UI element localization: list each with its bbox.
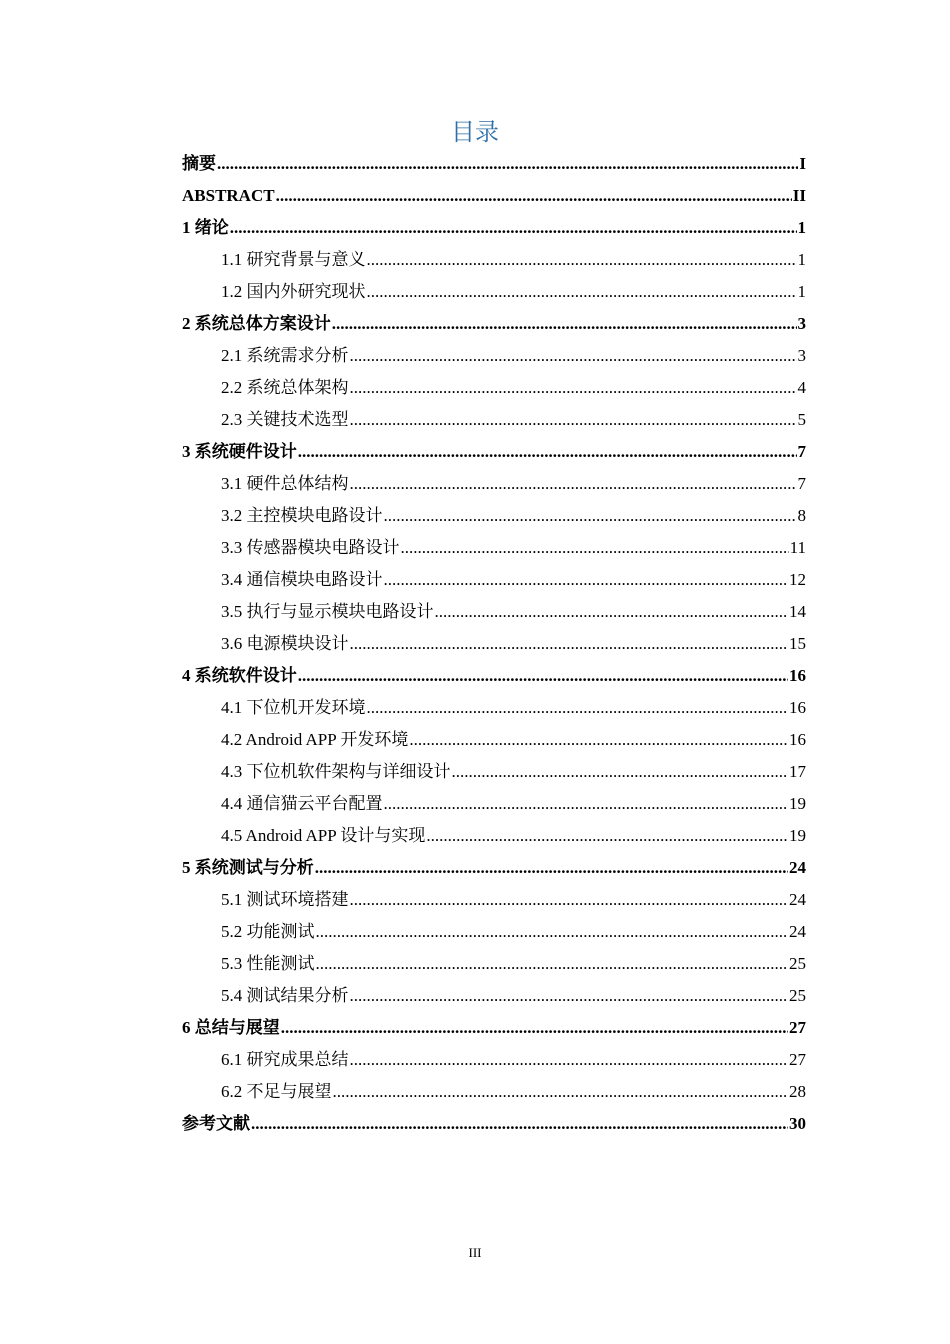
toc-entry-page-number: II — [792, 186, 806, 205]
toc-entry-section[interactable] — [182, 564, 806, 596]
toc-entry-label: 4.1 下位机开发环境 — [221, 698, 366, 717]
toc-entry-chapter[interactable] — [182, 212, 806, 244]
toc-entry-section[interactable] — [182, 820, 806, 852]
toc-dot-leader — [367, 276, 797, 308]
toc-entry-section[interactable] — [182, 372, 806, 404]
toc-entry-label: 2.3 关键技术选型 — [221, 410, 349, 429]
toc-dot-leader — [350, 404, 797, 436]
toc-dot-leader — [276, 180, 792, 212]
toc-entry-label: ABSTRACT — [182, 186, 275, 205]
toc-entry-section[interactable] — [182, 724, 806, 756]
page-number-footer: III — [468, 1245, 482, 1260]
toc-entry-label: 4.3 下位机软件架构与详细设计 — [221, 762, 451, 781]
toc-entry-section[interactable] — [182, 404, 806, 436]
toc-entry-label: 5.1 测试环境搭建 — [221, 890, 349, 909]
toc-entry-page-number: 15 — [789, 634, 806, 653]
toc-entry-page-number: 8 — [797, 506, 806, 525]
toc-dot-leader — [426, 820, 788, 852]
toc-entry-section[interactable] — [182, 948, 806, 980]
toc-entry-section[interactable] — [182, 1044, 806, 1076]
toc-entry-section[interactable] — [182, 340, 806, 372]
toc-entry-section[interactable] — [182, 628, 806, 660]
toc-dot-leader — [350, 884, 789, 916]
toc-entry-section[interactable] — [182, 1076, 806, 1108]
toc-entry-label: 6.2 不足与展望 — [221, 1082, 332, 1101]
toc-dot-leader — [384, 788, 789, 820]
toc-entry-page-number: 27 — [789, 1050, 806, 1069]
toc-dot-leader — [384, 500, 797, 532]
toc-title: 目录 — [451, 118, 499, 146]
toc-dot-leader — [332, 308, 797, 340]
toc-entry-chapter[interactable] — [182, 148, 806, 180]
toc-entry-page-number: 12 — [789, 570, 806, 589]
toc-entry-page-number: 25 — [789, 954, 806, 973]
toc-dot-leader — [251, 1108, 788, 1140]
toc-dot-leader — [217, 148, 798, 180]
toc-entry-label: 4 系统软件设计 — [182, 666, 297, 685]
toc-dot-leader — [350, 372, 797, 404]
toc-entry-label: 5.3 性能测试 — [221, 954, 315, 973]
toc-dot-leader — [350, 1044, 789, 1076]
toc-list — [182, 148, 806, 1140]
toc-dot-leader — [401, 532, 789, 564]
toc-entry-section[interactable] — [182, 276, 806, 308]
toc-entry-label: 参考文献 — [182, 1114, 250, 1133]
toc-entry-page-number: 16 — [789, 730, 806, 749]
toc-entry-label: 5 系统测试与分析 — [182, 858, 314, 877]
toc-entry-label: 4.2 Android APP 开发环境 — [221, 730, 409, 749]
toc-entry-label: 1.1 研究背景与意义 — [221, 250, 366, 269]
toc-entry-section[interactable] — [182, 500, 806, 532]
toc-entry-label: 5.2 功能测试 — [221, 922, 315, 941]
toc-entry-section[interactable] — [182, 532, 806, 564]
toc-entry-page-number: 17 — [789, 762, 806, 781]
toc-entry-page-number: 24 — [789, 890, 806, 909]
toc-entry-chapter[interactable] — [182, 436, 806, 468]
toc-entry-page-number: 4 — [797, 378, 806, 397]
toc-dot-leader — [350, 980, 789, 1012]
toc-entry-page-number: 19 — [789, 794, 806, 813]
toc-entry-label: 4.5 Android APP 设计与实现 — [221, 826, 426, 845]
toc-entry-label: 5.4 测试结果分析 — [221, 986, 349, 1005]
toc-entry-label: 2 系统总体方案设计 — [182, 314, 331, 333]
toc-entry-section[interactable] — [182, 916, 806, 948]
toc-entry-section[interactable] — [182, 756, 806, 788]
toc-dot-leader — [316, 948, 789, 980]
toc-entry-page-number: I — [799, 154, 806, 173]
toc-entry-label: 摘要 — [182, 154, 216, 173]
toc-entry-chapter[interactable] — [182, 180, 806, 212]
toc-entry-page-number: 1 — [797, 250, 806, 269]
toc-entry-section[interactable] — [182, 980, 806, 1012]
toc-entry-label: 3.3 传感器模块电路设计 — [221, 538, 400, 557]
toc-dot-leader — [452, 756, 789, 788]
toc-dot-leader — [367, 692, 789, 724]
toc-entry-page-number: 3 — [797, 346, 806, 365]
toc-entry-page-number: 16 — [789, 698, 806, 717]
toc-dot-leader — [230, 212, 797, 244]
toc-entry-section[interactable] — [182, 692, 806, 724]
toc-dot-leader — [367, 244, 797, 276]
toc-entry-chapter[interactable] — [182, 660, 806, 692]
toc-dot-leader — [315, 852, 788, 884]
toc-dot-leader — [350, 340, 797, 372]
toc-dot-leader — [350, 628, 789, 660]
toc-entry-page-number: 14 — [789, 602, 806, 621]
toc-entry-page-number: 28 — [789, 1082, 806, 1101]
toc-entry-label: 1 绪论 — [182, 218, 229, 237]
toc-dot-leader — [333, 1076, 789, 1108]
toc-entry-label: 3.2 主控模块电路设计 — [221, 506, 383, 525]
toc-entry-page-number: 11 — [789, 538, 806, 557]
toc-entry-chapter[interactable] — [182, 1012, 806, 1044]
toc-entry-section[interactable] — [182, 884, 806, 916]
toc-entry-page-number: 7 — [797, 474, 806, 493]
toc-entry-page-number: 19 — [789, 826, 806, 845]
toc-entry-label: 3.1 硬件总体结构 — [221, 474, 349, 493]
toc-entry-page-number: 24 — [789, 922, 806, 941]
toc-dot-leader — [435, 596, 789, 628]
toc-entry-label: 3.6 电源模块设计 — [221, 634, 349, 653]
toc-entry-chapter[interactable] — [182, 852, 806, 884]
toc-entry-label: 3.4 通信模块电路设计 — [221, 570, 383, 589]
toc-entry-section[interactable] — [182, 244, 806, 276]
toc-entry-page-number: 24 — [789, 858, 806, 877]
toc-entry-section[interactable] — [182, 596, 806, 628]
toc-entry-label: 2.2 系统总体架构 — [221, 378, 349, 397]
toc-entry-page-number: 1 — [797, 282, 806, 301]
toc-entry-label: 6 总结与展望 — [182, 1018, 280, 1037]
toc-dot-leader — [409, 724, 788, 756]
toc-entry-chapter[interactable] — [182, 308, 806, 340]
toc-dot-leader — [350, 468, 797, 500]
toc-entry-page-number: 30 — [789, 1114, 806, 1133]
toc-entry-label: 3 系统硬件设计 — [182, 442, 297, 461]
toc-entry-page-number: 27 — [789, 1018, 806, 1037]
toc-entry-page-number: 1 — [797, 218, 806, 237]
toc-dot-leader — [384, 564, 789, 596]
toc-dot-leader — [316, 916, 789, 948]
toc-dot-leader — [298, 660, 788, 692]
toc-dot-leader — [281, 1012, 788, 1044]
toc-entry-section[interactable] — [182, 788, 806, 820]
toc-entry-page-number: 25 — [789, 986, 806, 1005]
toc-entry-page-number: 5 — [797, 410, 806, 429]
toc-entry-section[interactable] — [182, 468, 806, 500]
toc-entry-label: 2.1 系统需求分析 — [221, 346, 349, 365]
toc-entry-page-number: 16 — [789, 666, 806, 685]
toc-entry-label: 3.5 执行与显示模块电路设计 — [221, 602, 434, 621]
toc-entry-page-number: 3 — [797, 314, 806, 333]
toc-entry-chapter[interactable] — [182, 1108, 806, 1140]
toc-entry-page-number: 7 — [797, 442, 806, 461]
toc-dot-leader — [298, 436, 797, 468]
toc-entry-label: 4.4 通信猫云平台配置 — [221, 794, 383, 813]
toc-entry-label: 1.2 国内外研究现状 — [221, 282, 366, 301]
toc-entry-label: 6.1 研究成果总结 — [221, 1050, 349, 1069]
